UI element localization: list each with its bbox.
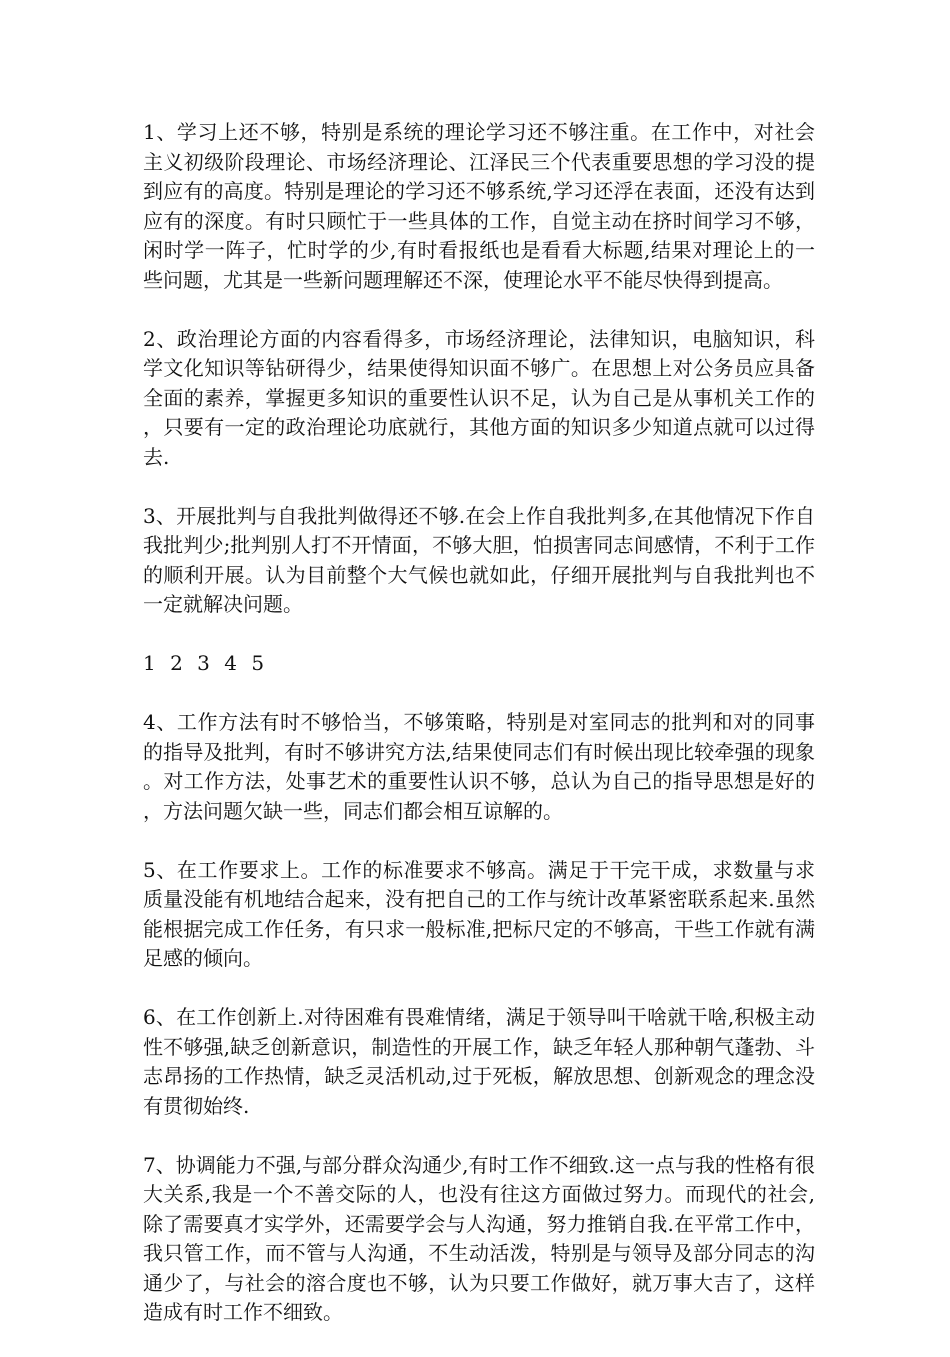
paragraph-1: 1、学习上还不够，特别是系统的理论学习还不够注重。在工作中，对社会主义初级阶段理论、市场经济理论、江泽民三个代表重要思想的学习没的提到应有的高度。特别是理论的学习还不够系统,学习还浮在表面，还没有达到应有的深度。有时只顾忙于一些具体的工作，自觉主动在挤时间学习不够，闲时学一阵子，忙时学的少,有时看报纸也是看看大标题,结果对理论上的一些问题，尤其是一些新问题理解还不深，使理论水平不能尽快得到提高。: [143, 120, 815, 292]
paragraph-6: 6、在工作创新上.对待困难有畏难情绪，满足于领导叫干啥就干啥,积极主动性不够强,缺乏创新意识，制造性的开展工作，缺乏年轻人那种朝气蓬勃、斗志昂扬的工作热情，缺乏灵活机动,过于死板，解放思想、创新观念的理念没有贯彻始终.: [143, 1005, 815, 1118]
paragraph-4: 4、工作方法有时不够恰当，不够策略，特别是对室同志的批判和对的同事的指导及批判，有时不够讲究方法,结果使同志们有时候出现比较牵强的现象。对工作方法，处事艺术的重要性认识不够，总认为自己的指导思想是好的，方法问题欠缺一些，同志们都会相互谅解的。: [143, 710, 815, 823]
paragraph-7: 7、协调能力不强,与部分群众沟通少,有时工作不细致.这一点与我的性格有很大关系,我是一个不善交际的人，也没有往这方面做过努力。而现代的社会,除了需要真才实学外，还需要学会与人沟通，努力推销自我.在平常工作中，我只管工作，而不管与人沟通，不生动活泼，特别是与领导及部分同志的沟通少了，与社会的溶合度也不够，认为只要工作做好，就万事大吉了，这样造成有时工作不细致。: [143, 1152, 815, 1324]
page-numbers: 1 2 3 4 5: [143, 651, 269, 675]
document-body: [143, 118, 815, 1357]
paragraph-2: 2、政治理论方面的内容看得多，市场经济理论，法律知识，电脑知识，科学文化知识等钻研得少，结果使得知识面不够广。在思想上对公务员应具备全面的素养，掌握更多知识的重要性认识不足，认为自己是从事机关工作的，只要有一定的政治理论功底就行，其他方面的知识多少知道点就可以过得去.: [143, 326, 815, 469]
paragraph-3: 3、开展批判与自我批判做得还不够.在会上作自我批判多,在其他情况下作自我批判少;批判别人打不开情面，不够大胆，怕损害同志间感情，不利于工作的顺利开展。认为目前整个大气候也就如此，仔细开展批判与自我批判也不一定就解决问题。: [143, 503, 815, 616]
paragraph-5: 5、在工作要求上。工作的标准要求不够高。满足于干完干成，求数量与求质量没能有机地结合起来，没有把自己的工作与统计改革紧密联系起来.虽然能根据完成工作任务，有只求一般标准,把标尺定的不够高，干些工作就有满足感的倾向。: [143, 857, 815, 970]
